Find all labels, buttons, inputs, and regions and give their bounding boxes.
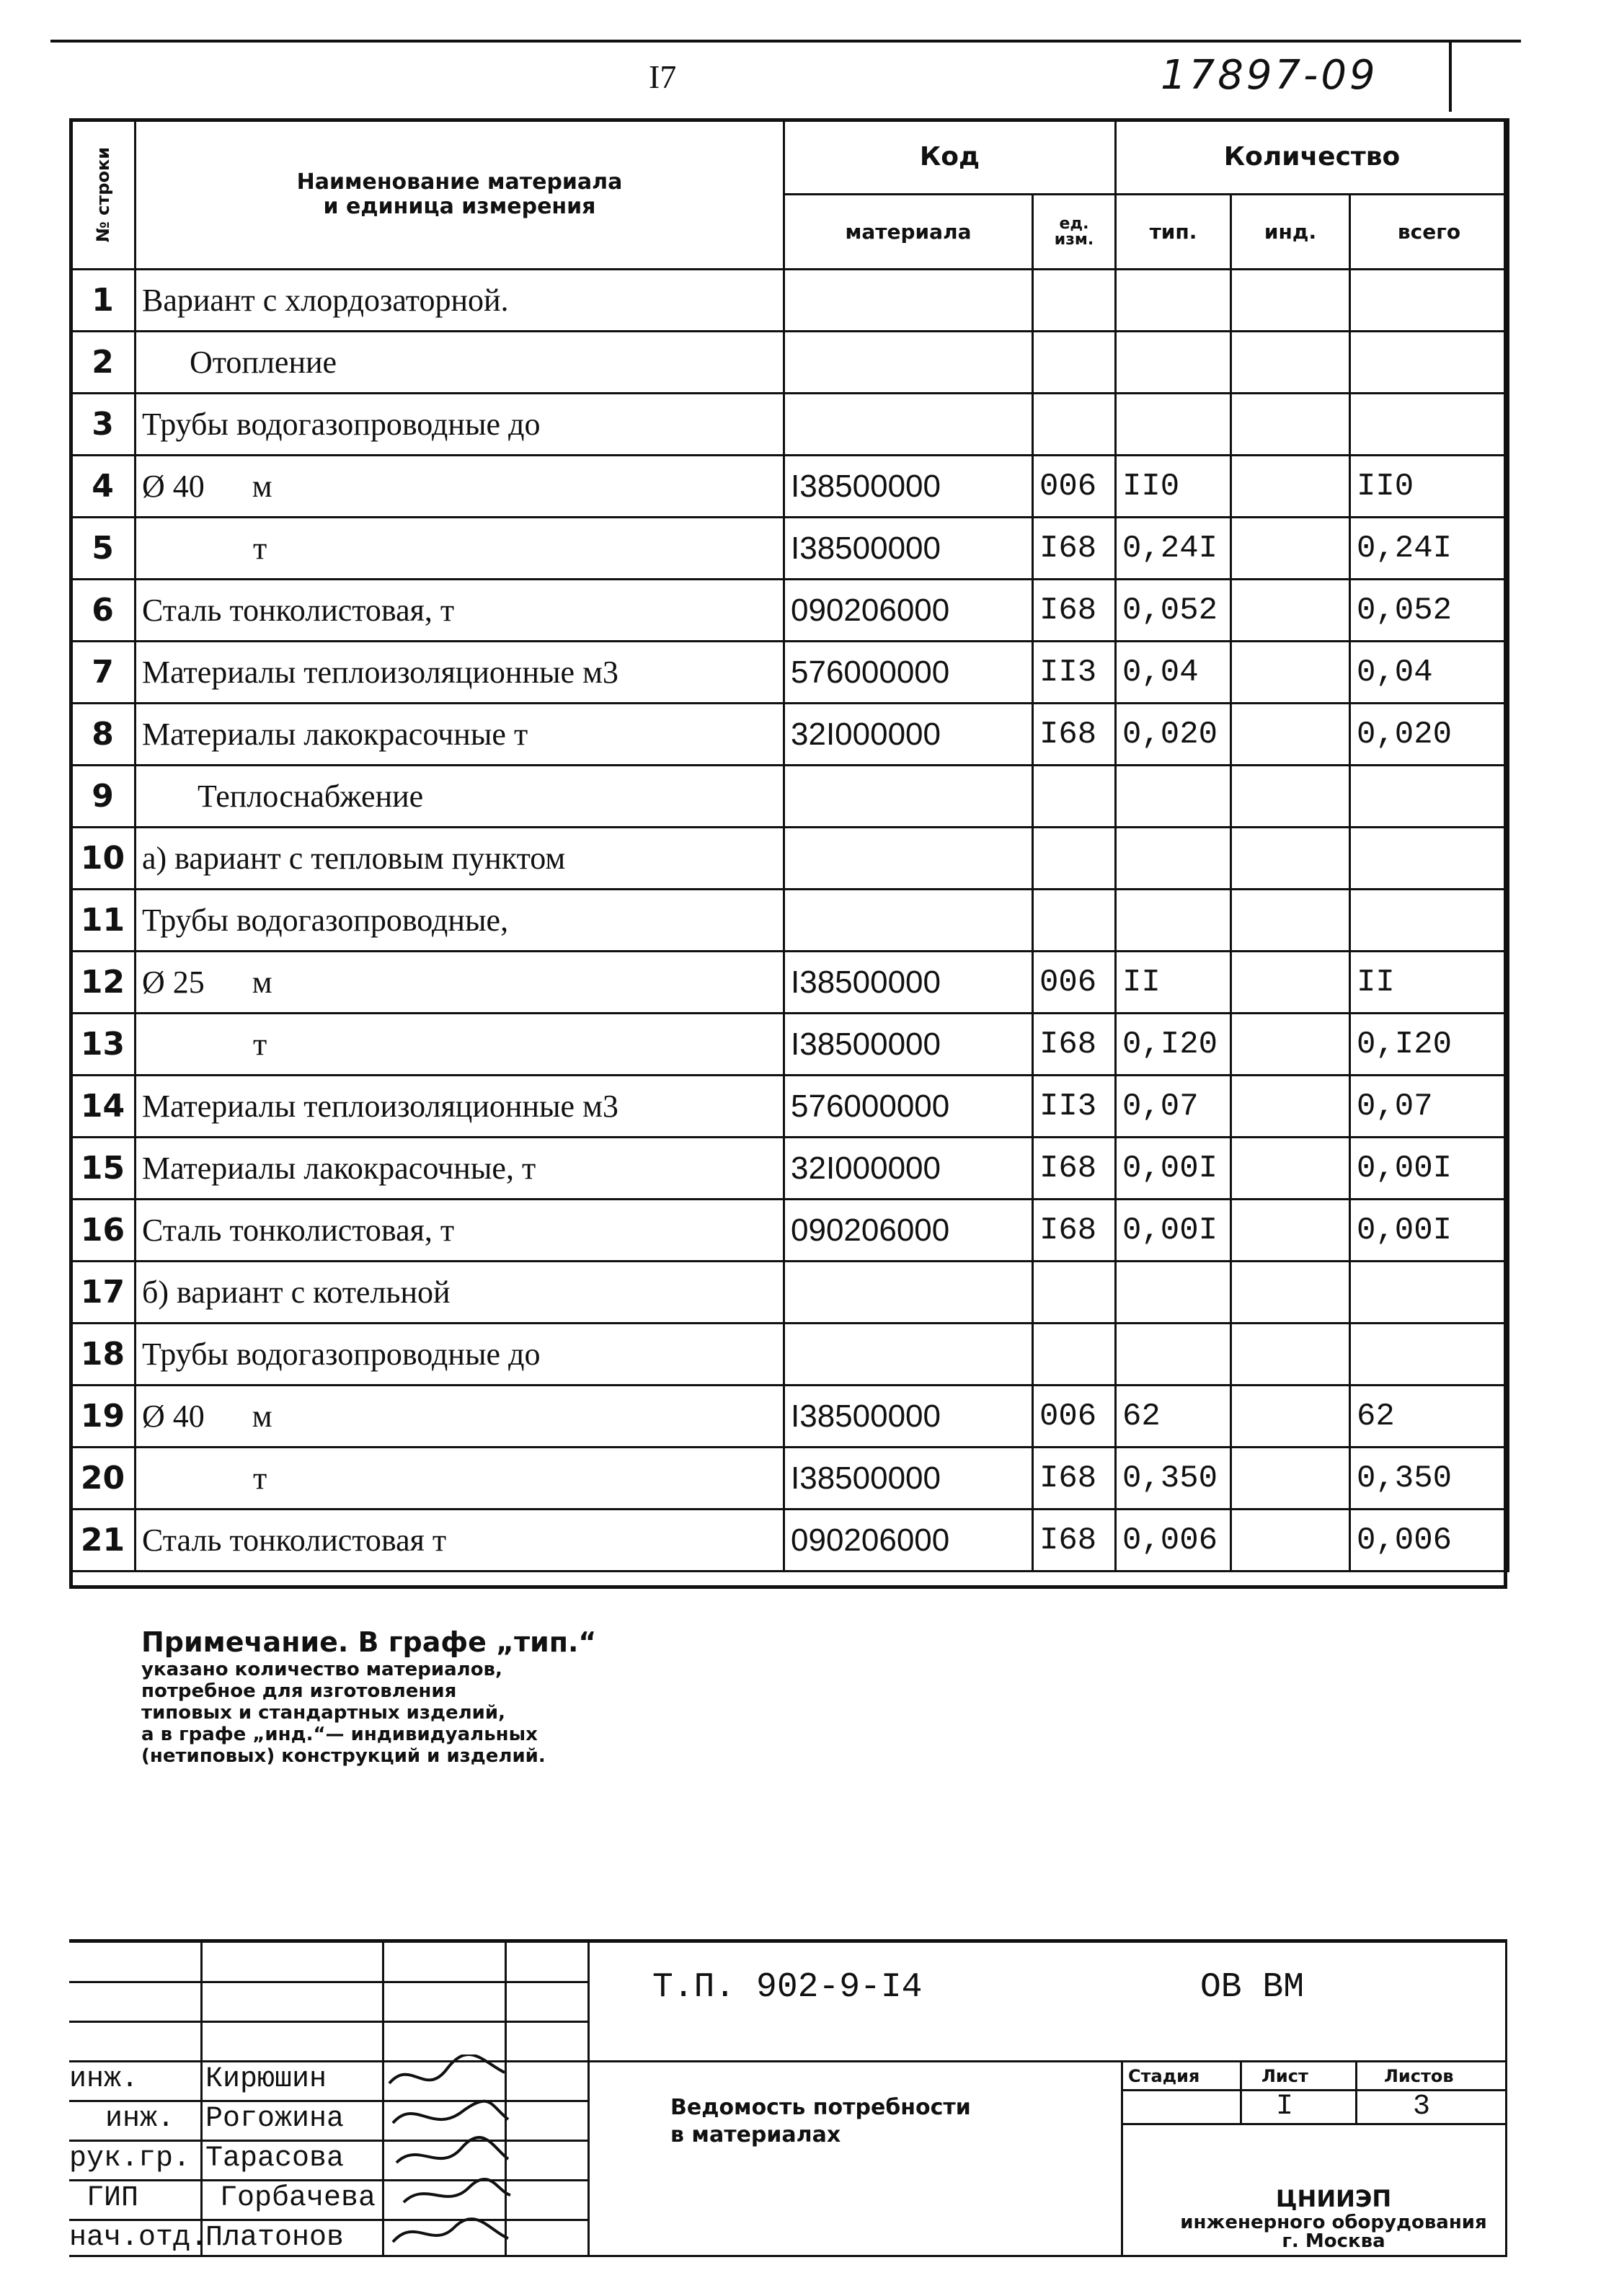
page-number: I7: [649, 58, 677, 95]
sheets-label: Листов: [1384, 2066, 1454, 2086]
qty-typ: 0,I20: [1116, 1014, 1231, 1076]
role-label: рук.гр.: [69, 2142, 191, 2175]
row-number: 19: [71, 1386, 136, 1448]
row-number: 18: [71, 1324, 136, 1386]
role-label: ГИП: [87, 2182, 139, 2215]
signature-stroke: [393, 2219, 508, 2242]
sheet-title: Ведомость потребности в материалах: [670, 2095, 971, 2147]
qty-typ: 0,00I: [1116, 1200, 1231, 1262]
role-label: инж.: [105, 2103, 175, 2135]
note-line: (нетиповых) конструкций и изделий.: [141, 1745, 546, 1767]
row-number: 7: [71, 642, 136, 704]
row-number: 15: [71, 1138, 136, 1200]
stamp-divider: [1355, 2062, 1357, 2123]
material-code: 576000000: [784, 1076, 1033, 1138]
note-line: Примечание. В графе „тип.“: [141, 1626, 597, 1658]
note-line: указано количество материалов,: [141, 1659, 502, 1680]
qty-typ: II0: [1116, 456, 1231, 518]
header-total: всего: [1350, 195, 1509, 270]
qty-total: 0,020: [1350, 704, 1509, 766]
material-name: б) вариант с котельной: [136, 1262, 784, 1324]
material-name: Ø 40 м: [136, 456, 784, 518]
material-name: Ø 25 м: [136, 952, 784, 1014]
material-name: Трубы водогазопроводные,: [136, 890, 784, 952]
material-code: 576000000: [784, 642, 1033, 704]
row-number: 1: [71, 270, 136, 332]
note: [141, 1626, 1006, 1767]
row-number: 4: [71, 456, 136, 518]
qty-total: II0: [1350, 456, 1509, 518]
header-name: Наименование материала и единица измерения: [136, 120, 784, 270]
material-name: Материалы лакокрасочные, т: [136, 1138, 784, 1200]
header-unit: ед. изм.: [1033, 195, 1116, 270]
stamp-row-line: [69, 1981, 588, 1983]
row-number: 9: [71, 766, 136, 828]
row-number: 20: [71, 1448, 136, 1510]
qty-total: 0,350: [1350, 1448, 1509, 1510]
material-code: I38500000: [784, 1014, 1033, 1076]
stage-label: Стадия: [1128, 2066, 1200, 2086]
qty-total: 0,006: [1350, 1510, 1509, 1572]
material-name: Материалы теплоизоляционные м3: [136, 642, 784, 704]
material-code: I38500000: [784, 952, 1033, 1014]
unit-code: I68: [1033, 1448, 1116, 1510]
material-code: 32I000000: [784, 704, 1033, 766]
signature-stroke: [393, 2101, 508, 2123]
stamp-row-line: [1121, 2089, 1507, 2091]
material-code: 090206000: [784, 1510, 1033, 1572]
material-code: 090206000: [784, 580, 1033, 642]
unit-code: II3: [1033, 642, 1116, 704]
material-name: Сталь тонколистовая т: [136, 1510, 784, 1572]
row-number: 6: [71, 580, 136, 642]
header-code-group: Код: [784, 120, 1116, 195]
material-name: т: [136, 1014, 784, 1076]
stamp-divider: [1505, 1939, 1507, 2256]
organization: ЦНИИЭП инженерного оборудования г. Москва: [1180, 2185, 1487, 2252]
unit-code: I68: [1033, 518, 1116, 580]
unit-code: I68: [1033, 580, 1116, 642]
person-name: Горбачева: [220, 2182, 376, 2215]
unit-code: 006: [1033, 456, 1116, 518]
material-name: Материалы лакокрасочные т: [136, 704, 784, 766]
qty-total: II: [1350, 952, 1509, 1014]
qty-typ: 0,04: [1116, 642, 1231, 704]
material-name: т: [136, 1448, 784, 1510]
material-name: Сталь тонколистовая, т: [136, 1200, 784, 1262]
person-name: Рогожина: [205, 2103, 345, 2135]
row-number: 2: [71, 332, 136, 394]
row-number: 16: [71, 1200, 136, 1262]
material-name: Отопление: [136, 332, 784, 394]
material-name: Сталь тонколистовая, т: [136, 580, 784, 642]
top-rule: [50, 40, 1521, 43]
section-code: ОВ ВМ: [1200, 1968, 1305, 2007]
material-name: Материалы теплоизоляционные м3: [136, 1076, 784, 1138]
row-number: 3: [71, 394, 136, 456]
qty-total: 0,I20: [1350, 1014, 1509, 1076]
material-name: Теплоснабжение: [136, 766, 784, 828]
material-name: Трубы водогазопроводные до: [136, 394, 784, 456]
row-number: 12: [71, 952, 136, 1014]
sheet-label: Лист: [1261, 2066, 1308, 2086]
material-code: 090206000: [784, 1200, 1033, 1262]
row-number: 13: [71, 1014, 136, 1076]
unit-code: I68: [1033, 1510, 1116, 1572]
signature-stroke: [389, 2055, 505, 2083]
header-row-number: № строки: [71, 120, 136, 270]
signatures: [382, 2055, 512, 2256]
material-code: I38500000: [784, 1448, 1033, 1510]
stamp-row-line: [69, 2060, 1507, 2062]
qty-total: 0,07: [1350, 1076, 1509, 1138]
qty-typ: 0,020: [1116, 704, 1231, 766]
qty-total: 0,00I: [1350, 1200, 1509, 1262]
note-line: потребное для изготовления: [141, 1680, 457, 1702]
row-number: 14: [71, 1076, 136, 1138]
project-number: Т.П. 902-9-I4: [652, 1968, 923, 2007]
row-number: 17: [71, 1262, 136, 1324]
unit-code: I68: [1033, 1200, 1116, 1262]
stamp-divider: [200, 1939, 203, 2256]
qty-typ: 62: [1116, 1386, 1231, 1448]
qty-total: 0,052: [1350, 580, 1509, 642]
top-corner-rule: [1449, 40, 1452, 112]
header-ind: инд.: [1231, 195, 1350, 270]
unit-code: 006: [1033, 1386, 1116, 1448]
note-line: типовых и стандартных изделий,: [141, 1702, 505, 1724]
sheet-value: I: [1276, 2091, 1294, 2123]
unit-code: I68: [1033, 1138, 1116, 1200]
document-code: 17897-09: [1161, 52, 1378, 99]
stamp-divider: [587, 1939, 590, 2256]
sheets-value: 3: [1413, 2091, 1431, 2123]
note-line: а в графе „инд.“— индивидуальных: [141, 1724, 538, 1745]
row-number: 11: [71, 890, 136, 952]
person-name: Платонов: [205, 2222, 345, 2254]
material-code: I38500000: [784, 518, 1033, 580]
signature-stroke: [404, 2179, 510, 2202]
material-code: I38500000: [784, 1386, 1033, 1448]
header-material-code: материала: [784, 195, 1033, 270]
material-name: т: [136, 518, 784, 580]
row-number: 10: [71, 828, 136, 890]
stamp-row-line: [1121, 2123, 1507, 2125]
qty-typ: 0,07: [1116, 1076, 1231, 1138]
unit-code: I68: [1033, 704, 1116, 766]
header-typ: тип.: [1116, 195, 1231, 270]
material-name: Трубы водогазопроводные до: [136, 1324, 784, 1386]
person-name: Кирюшин: [205, 2063, 327, 2096]
stamp-row-line: [69, 2021, 588, 2023]
qty-total: 0,04: [1350, 642, 1509, 704]
material-code: I38500000: [784, 456, 1033, 518]
qty-typ: II: [1116, 952, 1231, 1014]
unit-code: II3: [1033, 1076, 1116, 1138]
unit-code: I68: [1033, 1014, 1116, 1076]
material-name: Ø 40 м: [136, 1386, 784, 1448]
qty-typ: 0,24I: [1116, 518, 1231, 580]
qty-typ: 0,052: [1116, 580, 1231, 642]
role-label: нач.отд.: [69, 2222, 208, 2254]
qty-total: 0,24I: [1350, 518, 1509, 580]
qty-total: 0,00I: [1350, 1138, 1509, 1200]
row-number: 5: [71, 518, 136, 580]
signature-stroke: [396, 2137, 508, 2163]
stamp-divider: [1240, 2062, 1242, 2123]
person-name: Тарасова: [205, 2142, 345, 2175]
role-label: инж.: [69, 2063, 139, 2096]
qty-typ: 0,006: [1116, 1510, 1231, 1572]
material-code: 32I000000: [784, 1138, 1033, 1200]
qty-typ: 0,350: [1116, 1448, 1231, 1510]
material-name: Вариант с хлордозаторной.: [136, 270, 784, 332]
qty-total: 62: [1350, 1386, 1509, 1448]
header-quantity-group: Количество: [1116, 120, 1509, 195]
row-number: 21: [71, 1510, 136, 1572]
stamp-bottom-line: [69, 2255, 1507, 2257]
qty-typ: 0,00I: [1116, 1138, 1231, 1200]
material-name: а) вариант с тепловым пунктом: [136, 828, 784, 890]
unit-code: 006: [1033, 952, 1116, 1014]
table-frame: [69, 118, 1507, 1589]
row-number: 8: [71, 704, 136, 766]
